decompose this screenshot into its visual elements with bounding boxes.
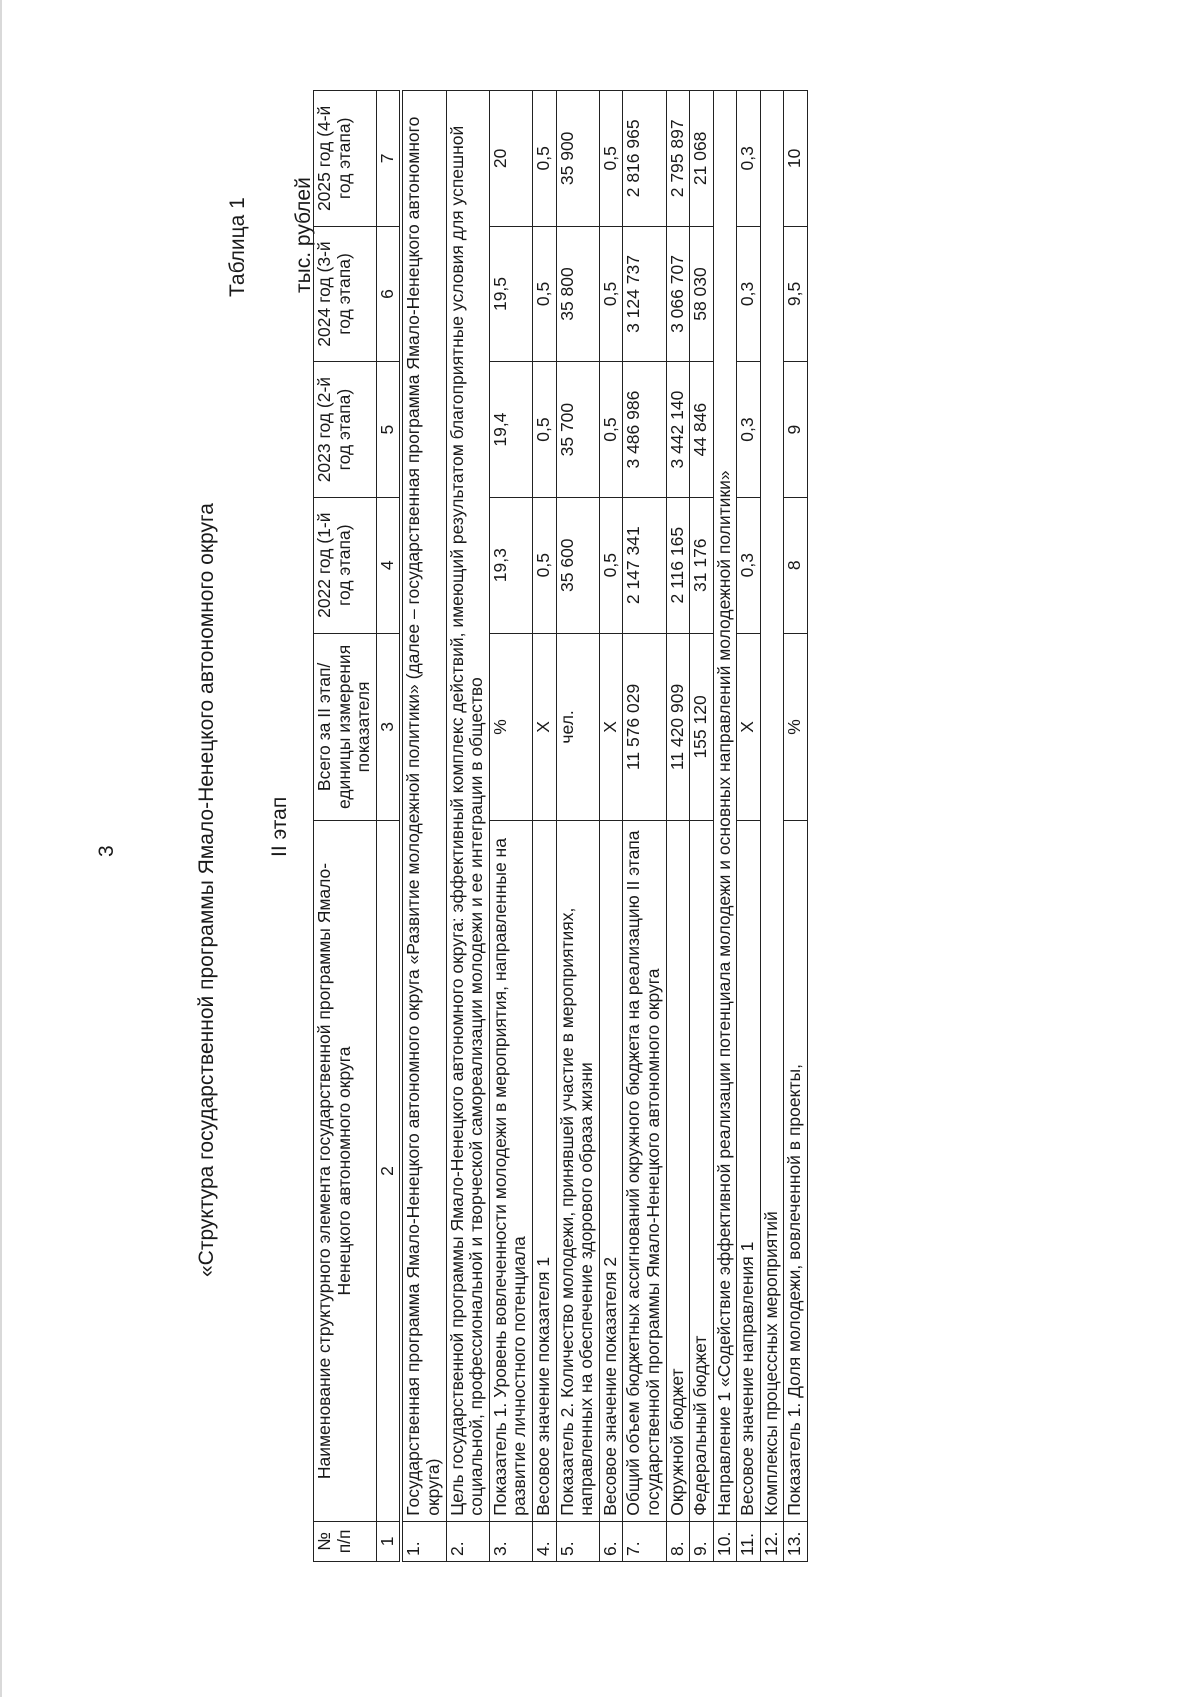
row-name: Окружной бюджет: [666, 821, 690, 1521]
stage-label: II этап: [268, 796, 291, 857]
row-value-2022: 0,5: [532, 497, 556, 633]
row-name: Весовое значение показателя 2: [599, 821, 623, 1521]
direction-title-cell: Направление 1 «Содействие эффективной реализации потенциала молодежи и основных направлений молодежной политики»: [713, 91, 737, 1522]
row-number: 9.: [690, 1521, 714, 1561]
table-row: [599, 91, 623, 1562]
header-total: Всего за II этап/ единицы измерения показателя: [314, 633, 377, 821]
table-row: [784, 91, 808, 1562]
header-2022: 2022 год (1-й год этапа): [314, 497, 377, 633]
row-name: Весовое значение направления 1: [737, 821, 761, 1521]
row-value-2023: 44 846: [690, 362, 714, 498]
table-row: [713, 91, 737, 1562]
document-title: «Структура государственной программы Ямало-Ненецкого автономного округа: [195, 503, 218, 1277]
row-value-2022: 35 600: [556, 497, 599, 633]
table-row: [489, 91, 532, 1562]
row-value-2023: 0,5: [599, 362, 623, 498]
row-number: 2.: [446, 1521, 489, 1561]
row-number: 10.: [713, 1521, 737, 1561]
row-value-2024: 19,5: [489, 226, 532, 362]
row-name: Общий объем бюджетных ассигнований окружного бюджета на реализацию II этапа государственной программы Ямало-Ненецкого автономного округа: [623, 821, 666, 1521]
row-value-2023: 3 442 140: [666, 362, 690, 498]
table-row: [666, 91, 690, 1562]
header-number: № п/п: [314, 1521, 377, 1561]
row-total: 155 120: [690, 633, 714, 821]
row-total: чел.: [556, 633, 599, 821]
row-value-2024: 3 124 737: [623, 226, 666, 362]
row-value-2023: 35 700: [556, 362, 599, 498]
row-total: 11 420 909: [666, 633, 690, 821]
table-row: [623, 91, 666, 1562]
column-number: 6: [376, 226, 401, 362]
column-number: 4: [376, 497, 401, 633]
row-value-2024: 0,5: [599, 226, 623, 362]
row-value-2024: 0,5: [532, 226, 556, 362]
row-total: X: [532, 633, 556, 821]
header-2023: 2023 год (2-й год этапа): [314, 362, 377, 498]
row-value-2025: 0,5: [599, 91, 623, 227]
row-number: 4.: [532, 1521, 556, 1561]
row-total: 11 576 029: [623, 633, 666, 821]
row-value-2024: 3 066 707: [666, 226, 690, 362]
row-value-2022: 0,5: [599, 497, 623, 633]
table-row: [532, 91, 556, 1562]
column-number-row: [376, 91, 401, 1562]
row-number: 6.: [599, 1521, 623, 1561]
row-name: Показатель 2. Количество молодежи, принявшей участие в мероприятиях, направленных на обеспечение здорового образа жизни: [556, 821, 599, 1521]
row-value-2025: 35 900: [556, 91, 599, 227]
structure-table: [313, 90, 808, 1562]
row-value-2022: 8: [784, 497, 808, 633]
row-value-2022: 2 116 165: [666, 497, 690, 633]
row-total: %: [489, 633, 532, 821]
row-value-2025: 0,5: [532, 91, 556, 227]
row-value-2024: 58 030: [690, 226, 714, 362]
row-value-2025: 20: [489, 91, 532, 227]
column-number: 1: [376, 1521, 401, 1561]
row-number: 3.: [489, 1521, 532, 1561]
table-row: [446, 91, 489, 1562]
row-name: Показатель 1. Уровень вовлеченности молодежи в мероприятия, направленные на развитие личностного потенциала: [489, 821, 532, 1521]
row-total: X: [599, 633, 623, 821]
row-number: 7.: [623, 1521, 666, 1561]
row-value-2022: 2 147 341: [623, 497, 666, 633]
row-value-2023: 9: [784, 362, 808, 498]
row-number: 12.: [760, 1521, 784, 1561]
row-value-2022: 31 176: [690, 497, 714, 633]
row-number: 1.: [401, 1521, 446, 1561]
row-number: 5.: [556, 1521, 599, 1561]
header-2024: 2024 год (3-й год этапа): [314, 226, 377, 362]
row-value-2025: 0,3: [737, 91, 761, 227]
program-title-cell: Государственная программа Ямало-Ненецкого автономного округа «Развитие молодежной политики» (далее – государственная программа Ямало-Ненецкого автономного округа): [401, 91, 446, 1522]
column-number: 3: [376, 633, 401, 821]
row-number: 13.: [784, 1521, 808, 1561]
table-row: [401, 91, 446, 1562]
row-value-2024: 35 800: [556, 226, 599, 362]
table-row: [690, 91, 714, 1562]
row-name: Федеральный бюджет: [690, 821, 714, 1521]
column-number: 5: [376, 362, 401, 498]
table-label: Таблица 1: [226, 197, 249, 297]
table-header-row: [314, 91, 377, 1562]
program-goal-cell: Цель государственной программы Ямало-Ненецкого автономного округа: эффективный комплекс действий, имеющий результатом благоприятные условия для успешной социальной, профессиональной и творческой самореализации молодежи и ее интеграции в общество: [446, 91, 489, 1522]
row-value-2025: 21 068: [690, 91, 714, 227]
row-value-2023: 0,5: [532, 362, 556, 498]
row-value-2023: 0,3: [737, 362, 761, 498]
row-value-2025: 10: [784, 91, 808, 227]
row-value-2024: 0,3: [737, 226, 761, 362]
table-row: [556, 91, 599, 1562]
row-total: X: [737, 633, 761, 821]
row-name: Показатель 1. Доля молодежи, вовлеченной в проекты,: [784, 821, 808, 1521]
table-row: [760, 91, 784, 1562]
row-total: %: [784, 633, 808, 821]
row-value-2025: 2 795 897: [666, 91, 690, 227]
page-number: 3: [95, 845, 118, 857]
row-value-2023: 3 486 986: [623, 362, 666, 498]
row-value-2023: 19,4: [489, 362, 532, 498]
row-number: 11.: [737, 1521, 761, 1561]
row-value-2022: 0,3: [737, 497, 761, 633]
process-complexes-cell: Комплексы процессных мероприятий: [760, 91, 784, 1522]
units-label: тыс. рублей: [292, 177, 315, 293]
row-number: 8.: [666, 1521, 690, 1561]
column-number: 7: [376, 91, 401, 227]
header-name: Наименование структурного элемента государственной программы Ямало-Ненецкого автономного округа: [314, 821, 377, 1521]
row-value-2024: 9,5: [784, 226, 808, 362]
header-2025: 2025 год (4-й год этапа): [314, 91, 377, 227]
table-row: [737, 91, 761, 1562]
column-number: 2: [376, 821, 401, 1521]
row-value-2022: 19,3: [489, 497, 532, 633]
row-value-2025: 2 816 965: [623, 91, 666, 227]
row-name: Весовое значение показателя 1: [532, 821, 556, 1521]
